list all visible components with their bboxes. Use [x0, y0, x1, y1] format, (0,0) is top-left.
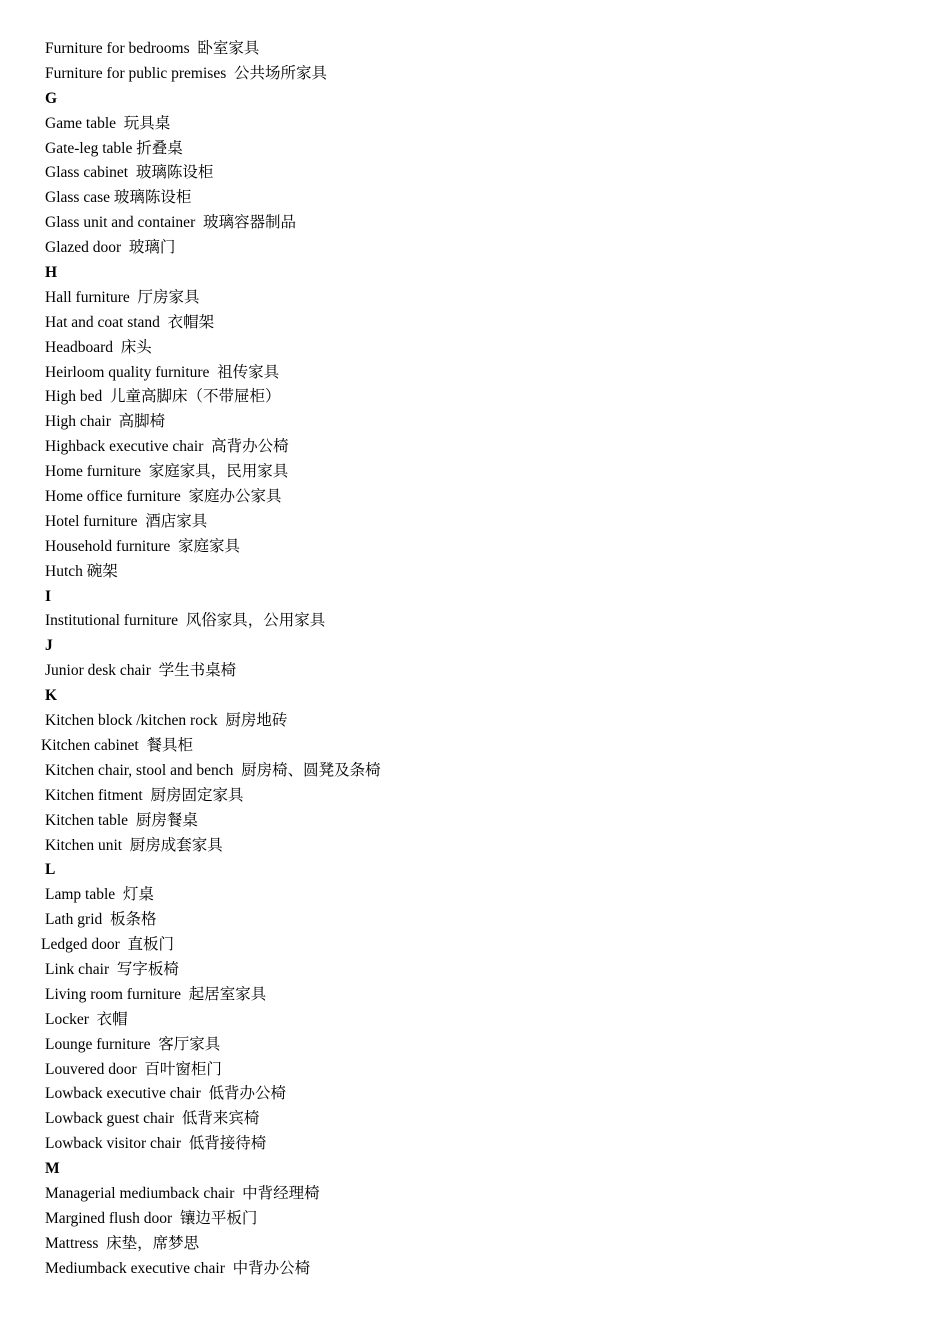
- glossary-entry: Kitchen block /kitchen rock 厨房地砖: [45, 712, 288, 730]
- glossary-entry: Link chair 写字板椅: [45, 960, 179, 978]
- glossary-entry: Glass unit and container 玻璃容器制品: [45, 214, 296, 232]
- glossary-entry: Kitchen table 厨房餐桌: [45, 811, 198, 829]
- glossary-entry: Glass case 玻璃陈设柜: [45, 189, 192, 207]
- glossary-entry: Hotel furniture 酒店家具: [45, 512, 208, 530]
- glossary-entry: Home furniture 家庭家具，民用家具: [45, 463, 289, 481]
- glossary-entry: Hutch 碗架: [45, 562, 118, 580]
- glossary-entry: Home office furniture 家庭办公家具: [45, 488, 282, 506]
- glossary-entry: Louvered door 百叶窗柜门: [45, 1060, 222, 1078]
- section-letter-heading: J: [45, 637, 53, 655]
- glossary-entry: Managerial mediumback chair 中背经理椅: [45, 1184, 320, 1202]
- glossary-entry: Hall furniture 厅房家具: [45, 288, 200, 306]
- glossary-entry: Ledged door 直板门: [41, 936, 175, 954]
- glossary-entry: Headboard 床头: [45, 338, 152, 356]
- glossary-entry: Furniture for bedrooms 卧室家具: [45, 40, 260, 57]
- section-letter-heading: M: [45, 1160, 60, 1178]
- glossary-entry: High bed 儿童高脚床（不带屉柜）: [45, 388, 281, 406]
- section-letter-heading: L: [45, 861, 56, 879]
- glossary-entry: Highback executive chair 高背办公椅: [45, 438, 289, 456]
- glossary-entry: High chair 高脚椅: [45, 413, 166, 431]
- glossary-list: [41, 37, 381, 1282]
- glossary-entry: Lath grid 板条格: [45, 911, 157, 929]
- glossary-entry: Lowback guest chair 低背来宾椅: [45, 1110, 260, 1128]
- glossary-entry: Glass cabinet 玻璃陈设柜: [45, 164, 214, 182]
- glossary-entry: Junior desk chair 学生书桌椅: [45, 662, 237, 680]
- glossary-entry: Household furniture 家庭家具: [45, 537, 241, 555]
- glossary-entry: Gate-leg table 折叠桌: [45, 139, 183, 157]
- glossary-entry: Hat and coat stand 衣帽架: [45, 313, 215, 331]
- glossary-entry: Lowback visitor chair 低背接待椅: [45, 1135, 267, 1153]
- glossary-entry: Glazed door 玻璃门: [45, 239, 176, 257]
- section-letter-heading: H: [45, 264, 58, 282]
- glossary-entry: Lowback executive chair 低背办公椅: [45, 1085, 287, 1103]
- glossary-entry: Furniture for public premises 公共场所家具: [45, 64, 327, 82]
- glossary-entry: Kitchen unit 厨房成套家具: [45, 836, 223, 854]
- glossary-entry: Kitchen chair, stool and bench 厨房椅、圆凳及条椅: [45, 761, 381, 779]
- section-letter-heading: G: [45, 89, 58, 107]
- glossary-entry: Living room furniture 起居室家具: [45, 985, 267, 1003]
- glossary-entry: Mediumback executive chair 中背办公椅: [45, 1259, 311, 1277]
- glossary-entry: Kitchen fitment 厨房固定家具: [45, 786, 244, 804]
- glossary-entry: Game table 玩具桌: [45, 114, 171, 132]
- glossary-entry: Heirloom quality furniture 祖传家具: [45, 363, 280, 381]
- glossary-entry: Lounge furniture 客厅家具: [45, 1035, 221, 1053]
- glossary-entry: Mattress 床垫，席梦思: [45, 1234, 200, 1252]
- glossary-entry: Kitchen cabinet 餐具柜: [41, 736, 193, 754]
- glossary-entry: Margined flush door 镶边平板门: [45, 1209, 258, 1227]
- section-letter-heading: K: [45, 687, 58, 705]
- glossary-entry: Institutional furniture 风俗家具，公用家具: [45, 612, 326, 630]
- section-letter-heading: I: [45, 587, 52, 605]
- glossary-entry: Lamp table 灯桌: [45, 886, 154, 904]
- glossary-entry: Locker 衣帽: [45, 1010, 128, 1028]
